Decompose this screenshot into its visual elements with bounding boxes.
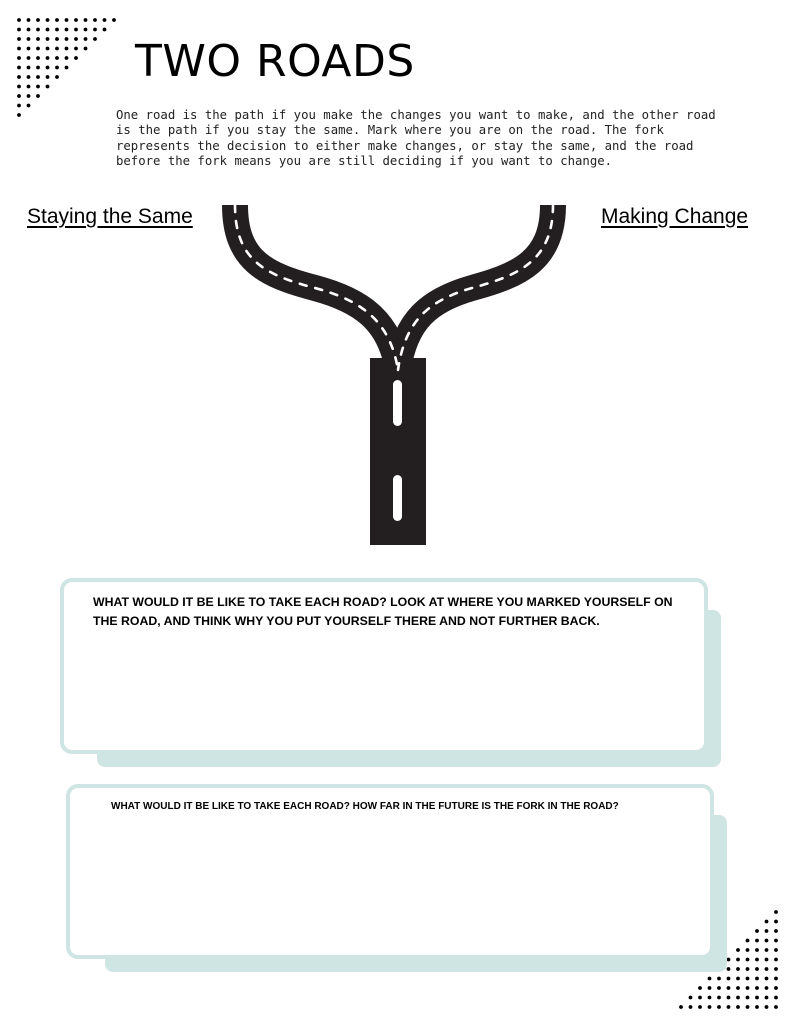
halftone-dot [36,37,40,41]
halftone-dot [755,929,759,933]
halftone-dot [727,996,731,1000]
halftone-dot [27,66,31,70]
halftone-dot [727,1005,731,1009]
halftone-dot [736,977,740,981]
halftone-dot [765,958,769,962]
halftone-dot [36,85,40,89]
halftone-dot [765,967,769,971]
halftone-dot [746,967,750,971]
halftone-dot [103,18,107,22]
halftone-dot [755,986,759,990]
halftone-dot [55,75,59,79]
halftone-dot [727,986,731,990]
response-prompt-2: WHAT WOULD IT BE LIKE TO TAKE EACH ROAD? HOW FAR IN THE FUTURE IS THE FORK IN THE ROAD? [111,801,619,812]
halftone-dot [774,948,778,952]
halftone-dot [27,18,31,22]
halftone-dot [27,28,31,32]
halftone-dot [65,56,69,60]
halftone-dot [17,94,21,98]
response-box-2[interactable] [66,784,714,959]
halftone-dot [746,958,750,962]
halftone-dot [755,958,759,962]
halftone-dot [755,939,759,943]
halftone-dot [65,37,69,41]
halftone-dot [755,967,759,971]
halftone-dot [736,948,740,952]
forked-road-illustration [220,200,580,550]
halftone-dot [74,47,78,51]
halftone-dot [746,948,750,952]
halftone-dot [746,939,750,943]
halftone-dot [65,66,69,70]
halftone-dot [93,37,97,41]
halftone-dot [746,977,750,981]
halftone-dot [774,1005,778,1009]
halftone-dot [46,47,50,51]
halftone-dot [27,47,31,51]
halftone-dot [774,929,778,933]
halftone-dot [717,986,721,990]
halftone-dot [727,958,731,962]
halftone-dot [765,929,769,933]
halftone-dot [755,1005,759,1009]
halftone-dot [65,18,69,22]
halftone-dot [717,1005,721,1009]
halftone-dot [736,958,740,962]
halftone-dot [717,977,721,981]
halftone-dot [46,28,50,32]
halftone-dot [36,47,40,51]
halftone-dot [774,996,778,1000]
halftone-dot [679,1005,683,1009]
halftone-dot [46,56,50,60]
halftone-dot [765,986,769,990]
halftone-dot [708,996,712,1000]
halftone-dot [84,18,88,22]
halftone-dot [765,1005,769,1009]
making-change-label: Making Change [601,205,749,228]
page-title: TWO ROADS [135,36,415,87]
center-line-dash [393,380,402,426]
halftone-dot [27,75,31,79]
halftone-dot [36,28,40,32]
halftone-dot [736,1005,740,1009]
halftone-dot [774,967,778,971]
halftone-dot [774,939,778,943]
halftone-dot [36,75,40,79]
halftone-dot [27,104,31,108]
halftone-dot [698,1005,702,1009]
halftone-dot [46,37,50,41]
halftone-dot [46,18,50,22]
response-box-1[interactable] [60,578,708,754]
halftone-dot [27,56,31,60]
halftone-dot [736,967,740,971]
halftone-dot [55,28,59,32]
halftone-dot [55,47,59,51]
halftone-dot [17,56,21,60]
halftone-dot [17,47,21,51]
halftone-dot [746,1005,750,1009]
halftone-dot [27,94,31,98]
halftone-dot [17,104,21,108]
center-line-dash [393,475,402,521]
halftone-dot [689,996,693,1000]
halftone-dot [765,939,769,943]
halftone-dot [55,66,59,70]
halftone-dot [708,1005,712,1009]
halftone-dot [698,986,702,990]
halftone-dot [765,920,769,924]
halftone-dot [55,37,59,41]
halftone-dot [755,948,759,952]
halftone-dot [765,977,769,981]
halftone-dot [17,75,21,79]
halftone-dot [17,66,21,70]
halftone-dot [755,977,759,981]
road-surface [235,205,553,370]
halftone-dot [74,37,78,41]
halftone-dot [55,56,59,60]
halftone-dot [46,85,50,89]
halftone-dot [36,56,40,60]
halftone-dot [755,996,759,1000]
halftone-dot [36,18,40,22]
halftone-dot [774,958,778,962]
halftone-dot [84,47,88,51]
halftone-dot [27,85,31,89]
halftone-dot [765,996,769,1000]
halftone-dot [746,986,750,990]
halftone-dot [65,28,69,32]
halftone-dot [774,910,778,914]
halftone-dot [55,18,59,22]
halftone-dot [84,37,88,41]
halftone-dot [736,996,740,1000]
halftone-dot [103,28,107,32]
halftone-dot [17,113,21,117]
halftone-dot [46,75,50,79]
halftone-dot [36,94,40,98]
halftone-dot [17,85,21,89]
halftone-dot [74,28,78,32]
halftone-dot [708,986,712,990]
halftone-dot [717,996,721,1000]
halftone-dot [74,56,78,60]
halftone-dot [746,996,750,1000]
halftone-dot [774,920,778,924]
halftone-dot [112,18,116,22]
halftone-dot [765,948,769,952]
halftone-dot [17,37,21,41]
intro-text: One road is the path if you make the changes you want to make, and the other road is the path if you stay the same. Mark where you are on the road. The fork represents the decision to either make changes, or stay the same, and the road before the fork means you are still deciding if you want to change. [116,108,716,169]
halftone-dot [36,66,40,70]
response-prompt-1: WHAT WOULD IT BE LIKE TO TAKE EACH ROAD? LOOK AT WHERE YOU MARKED YOURSELF ON THE ROAD, AND THINK WHY YOU PUT YOURSELF THERE AND NOT FURTHER BACK. [93,595,673,628]
halftone-dot [84,28,88,32]
halftone-dot [689,1005,693,1009]
staying-the-same-label: Staying the Same [27,205,193,228]
halftone-dot [774,977,778,981]
halftone-dot [727,977,731,981]
halftone-dot [727,967,731,971]
halftone-dot [46,66,50,70]
halftone-dot [65,47,69,51]
halftone-dot [736,986,740,990]
right-branch [398,205,553,370]
halftone-dot [698,996,702,1000]
halftone-dot [17,28,21,32]
halftone-dot [74,18,78,22]
halftone-dot [708,977,712,981]
halftone-dot [27,37,31,41]
halftone-dot [93,28,97,32]
left-lane-dashes [235,205,398,370]
halftone-dot [93,18,97,22]
halftone-dot [17,18,21,22]
halftone-dot [774,986,778,990]
